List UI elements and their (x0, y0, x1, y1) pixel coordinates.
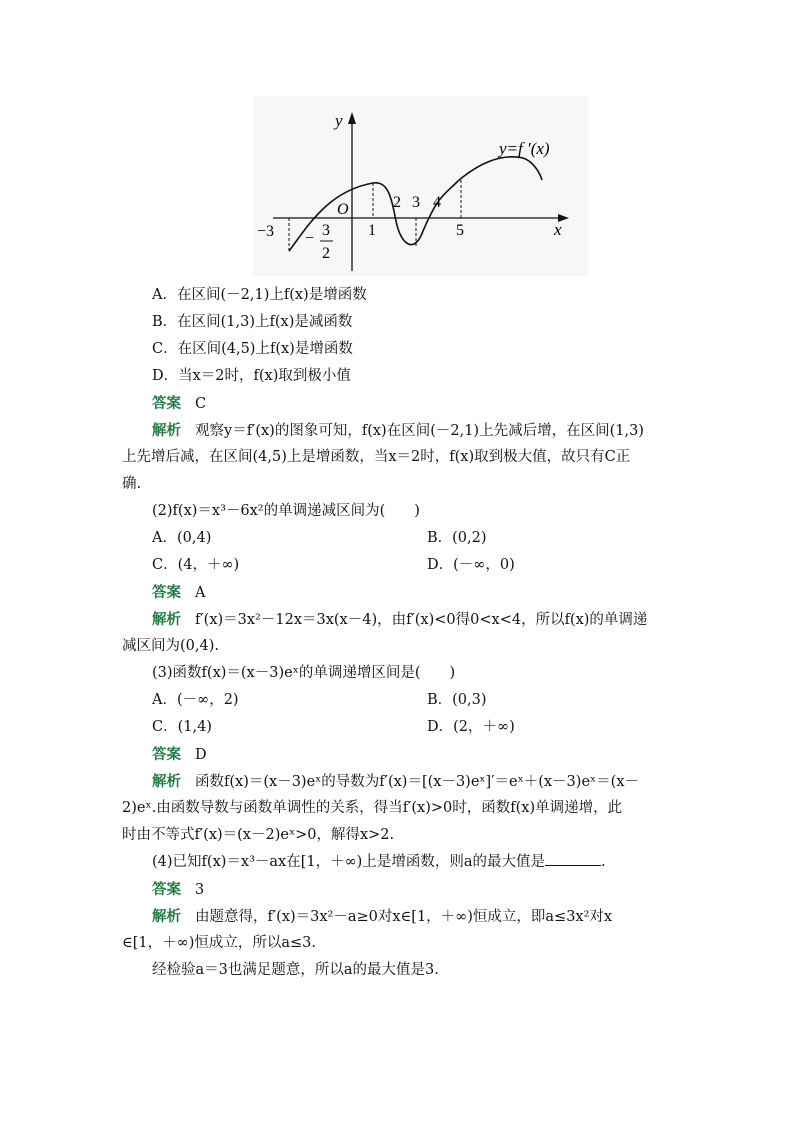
q4-answer-line (122, 876, 674, 903)
tick-label-minus3: −3 (257, 223, 275, 240)
q1-answer-line (122, 390, 674, 417)
q3-analysis-line-3: 时由不等式f′(x)＝(x－2)eˣ>0，解得x>2. (122, 827, 395, 843)
q4-analysis-line-2: ∈[1，＋∞)恒成立，所以a≤3. (122, 935, 316, 951)
tick-label-2: 2 (393, 194, 401, 211)
derivative-graph (253, 96, 588, 276)
q1-option-a: A．在区间(－2,1)上f(x)是增函数 (152, 287, 367, 303)
q1-option-b: B．在区间(1,3)上f(x)是减函数 (152, 314, 353, 330)
q2-answer-line (122, 579, 674, 606)
tick-label-denominator: 2 (322, 245, 330, 262)
q3-options-row-2 (122, 714, 674, 741)
q2-stem: (2)f(x)＝x³－6x²的单调递减区间为( ) (152, 503, 420, 519)
q1-analysis-line-2: 上先增后减，在区间(4,5)上是增函数，当x＝2时，f(x)取到极大值，故只有C正 (122, 449, 631, 465)
q2-options-row-2 (122, 552, 674, 579)
q1-analysis-text-1: 观察y＝f′(x)的图象可知，f(x)在区间(－2,1)上先减后增，在区间(1,3) (195, 423, 644, 439)
analysis-tag: 解析 (152, 611, 181, 628)
q3-stem: (3)函数f(x)＝(x－3)eˣ的单调递增区间是( ) (152, 665, 456, 681)
q1-option-d: D．当x＝2时，f(x)取到极小值 (152, 368, 351, 384)
analysis-tag: 解析 (152, 422, 181, 439)
tick-label-3: 3 (412, 194, 420, 211)
q3-answer: D (195, 747, 207, 763)
answer-tag: 答案 (152, 881, 181, 898)
origin-label: O (337, 201, 349, 218)
q4-analysis-line-3: 经检验a＝3也满足题意，所以a的最大值是3. (152, 962, 439, 978)
q3-analysis-line-1 (122, 768, 674, 795)
question-content (122, 282, 674, 984)
q2-analysis-text-1: f′(x)＝3x²－12x＝3x(x－4)，由f′(x)<0得0<x<4，所以f(x)的单调递 (195, 612, 648, 628)
tick-label-4: 4 (433, 194, 441, 211)
q2-option-c: C．(4，＋∞) (152, 557, 240, 573)
q2-analysis-line-2: 减区间为(0,4). (122, 638, 219, 654)
q2-option-a: A．(0,4) (152, 530, 212, 546)
analysis-tag: 解析 (152, 908, 181, 925)
q1-analysis-line-3: 确. (122, 476, 142, 492)
analysis-tag: 解析 (152, 773, 181, 790)
q4-answer: 3 (195, 882, 205, 898)
answer-tag: 答案 (152, 584, 181, 601)
q3-option-d: D．(2，＋∞) (427, 719, 515, 735)
q1-answer: C (195, 396, 207, 412)
q4-stem-line (122, 849, 674, 876)
q3-analysis-line-2: 2)eˣ.由函数导数与函数单调性的关系，得当f′(x)>0时，函数f(x)单调递增，此 (122, 800, 623, 816)
derivative-graph-figure (253, 96, 588, 276)
tick-label-5: 5 (456, 222, 464, 239)
curve-label: y=f ′(x) (499, 139, 550, 158)
answer-tag: 答案 (152, 746, 181, 763)
q4-answer-blank (545, 851, 601, 866)
q2-option-b: B．(0,2) (427, 530, 487, 546)
q3-option-b: B．(0,3) (427, 692, 487, 708)
q4-analysis-text-1: 由题意得，f′(x)＝3x²－a≥0对x∈[1，＋∞)恒成立，即a≤3x²对x (195, 909, 613, 925)
y-axis-arrow (348, 112, 356, 124)
tick-label-numerator: 3 (322, 222, 330, 239)
x-axis-label: x (554, 220, 562, 239)
q3-answer-line (122, 741, 674, 768)
y-axis-label: y (335, 111, 343, 130)
q3-option-a: A．(－∞，2) (152, 692, 239, 708)
q3-option-c: C．(1,4) (152, 719, 212, 735)
tick-label-1: 1 (368, 222, 376, 239)
q4-analysis-line-1 (122, 903, 674, 930)
q2-option-d: D．(－∞，0) (427, 557, 515, 573)
q4-stem: (4)已知f(x)＝x³－ax在[1，＋∞)上是增函数，则a的最大值是 (152, 854, 545, 870)
tick-label-minus-sign: − (305, 230, 315, 247)
q3-options-row-1 (122, 687, 674, 714)
q2-answer: A (195, 585, 206, 601)
q1-option-c: C．在区间(4,5)上f(x)是增函数 (152, 341, 353, 357)
q1-analysis-line-1 (122, 417, 674, 444)
q3-analysis-text-1: 函数f(x)＝(x－3)eˣ的导数为f′(x)＝[(x－3)eˣ]′＝eˣ＋(x－3)eˣ＝(x－ (195, 774, 640, 790)
q4-stem-end: . (600, 854, 606, 870)
q2-analysis-line-1 (122, 606, 674, 633)
answer-tag: 答案 (152, 395, 181, 412)
q2-options-row-1 (122, 525, 674, 552)
